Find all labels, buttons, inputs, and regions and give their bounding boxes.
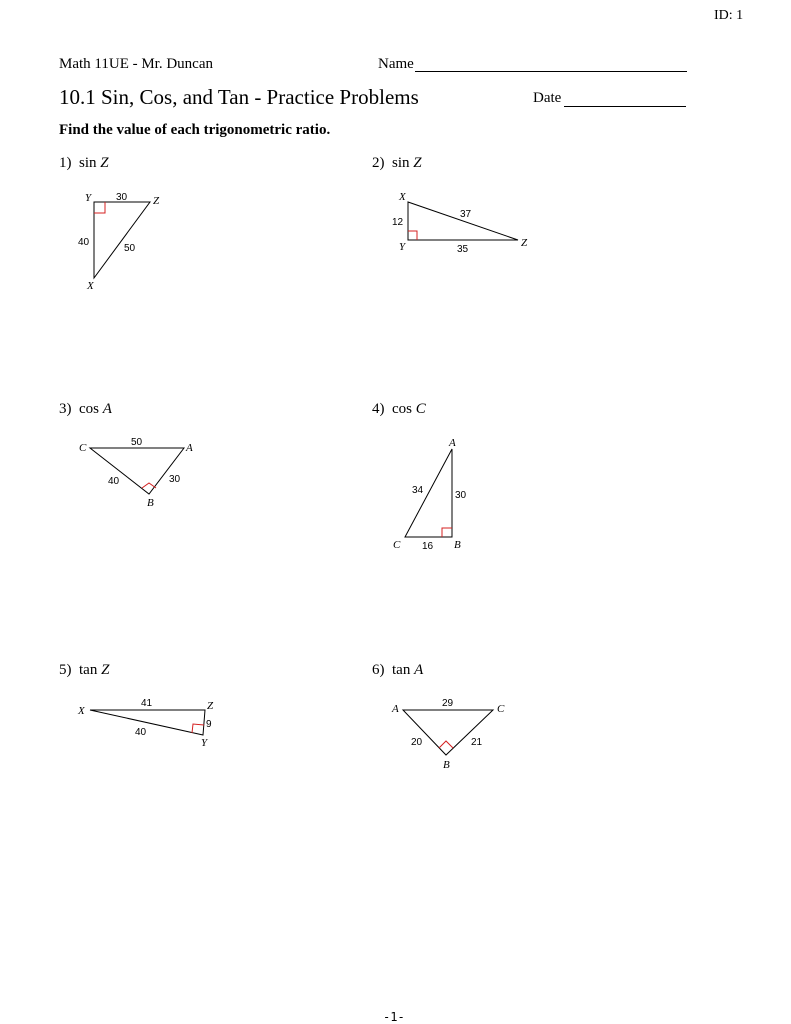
problem-2-triangle (385, 185, 545, 265)
vertex-label-b: B (454, 539, 461, 551)
trig-function: tan (79, 662, 98, 678)
problem-6-prompt (372, 662, 423, 679)
course-label: Math 11UE - Mr. Duncan (59, 56, 213, 72)
vertex-label-a: A (392, 703, 399, 715)
vertex-label-z: Z (153, 195, 160, 207)
vertex-label-c: C (393, 539, 401, 551)
triangle-outline (90, 448, 184, 494)
problem-number: 6) (372, 662, 385, 678)
worksheet-id: ID: 1 (714, 8, 744, 23)
trig-variable: C (415, 401, 426, 417)
problem-number: 3) (59, 401, 72, 417)
vertex-label-x: X (399, 191, 406, 203)
triangle-outline (408, 202, 518, 240)
vertex-label-b: B (147, 497, 154, 509)
problem-1-prompt (59, 155, 109, 172)
date-label: Date (533, 90, 562, 106)
side-length-xz: 50 (124, 243, 136, 254)
side-length-xz: 37 (460, 209, 472, 220)
problem-number: 1) (59, 155, 72, 171)
problem-number: 4) (372, 401, 385, 417)
triangle-outline (90, 710, 205, 735)
problem-6-triangle (385, 692, 525, 777)
trig-function: cos (79, 401, 99, 417)
side-length-yz: 35 (457, 244, 469, 255)
problem-2-prompt (372, 155, 422, 172)
side-length-ac: 34 (412, 485, 424, 496)
trig-function: sin (392, 155, 410, 171)
trig-variable: A (414, 662, 424, 678)
vertex-label-c: C (79, 442, 87, 454)
vertex-label-z: Z (521, 237, 528, 249)
side-length-xy: 40 (135, 727, 147, 738)
side-length-zy: 9 (206, 719, 212, 730)
side-length-bc: 21 (471, 737, 483, 748)
vertex-label-y: Y (201, 737, 208, 749)
vertex-label-x: X (87, 280, 94, 292)
side-length-xz: 41 (141, 698, 153, 709)
problem-number: 5) (59, 662, 72, 678)
vertex-label-a: A (186, 442, 193, 454)
side-length-cb: 40 (108, 476, 120, 487)
problem-3-triangle (75, 430, 215, 515)
vertex-label-b: B (443, 759, 450, 771)
trig-variable: Z (413, 155, 422, 171)
date-blank-line (564, 106, 686, 107)
side-length-ab: 30 (455, 490, 467, 501)
problem-5-triangle (75, 692, 235, 757)
vertex-label-y: Y (85, 192, 92, 204)
problem-5-prompt (59, 662, 109, 679)
trig-variable: Z (101, 662, 110, 678)
right-angle-marker (192, 724, 204, 733)
instructions: Find the value of each trigonometric ratio. (59, 122, 331, 138)
vertex-label-y: Y (399, 241, 406, 253)
problem-number: 2) (372, 155, 385, 171)
problem-4-prompt (372, 401, 426, 418)
problem-4-triangle (385, 430, 485, 560)
trig-function: cos (392, 401, 412, 417)
right-angle-marker (439, 741, 453, 748)
side-length-ab: 20 (411, 737, 423, 748)
side-length-yz: 30 (116, 192, 128, 203)
side-length-xy: 12 (392, 217, 404, 228)
side-length-xy: 40 (78, 237, 90, 248)
trig-function: tan (392, 662, 411, 678)
right-angle-marker (442, 528, 452, 537)
right-angle-marker (408, 231, 417, 240)
trig-variable: Z (100, 155, 109, 171)
name-label: Name (378, 56, 414, 72)
problem-3-prompt (59, 401, 112, 418)
trig-variable: A (102, 401, 112, 417)
vertex-label-a: A (449, 437, 456, 449)
right-angle-marker (94, 202, 105, 213)
side-length-ac: 29 (442, 698, 454, 709)
vertex-label-c: C (497, 703, 505, 715)
vertex-label-x: X (78, 705, 85, 717)
page-title: 10.1 Sin, Cos, and Tan - Practice Problems (59, 85, 419, 109)
problem-1-triangle (70, 185, 180, 295)
trig-function: sin (79, 155, 97, 171)
side-length-ab: 30 (169, 474, 181, 485)
page-number: -1- (383, 1010, 405, 1024)
name-blank-line (415, 71, 687, 72)
triangle-outline (403, 710, 493, 755)
side-length-cb: 16 (422, 541, 434, 552)
vertex-label-z: Z (207, 700, 214, 712)
side-length-ca: 50 (131, 437, 143, 448)
